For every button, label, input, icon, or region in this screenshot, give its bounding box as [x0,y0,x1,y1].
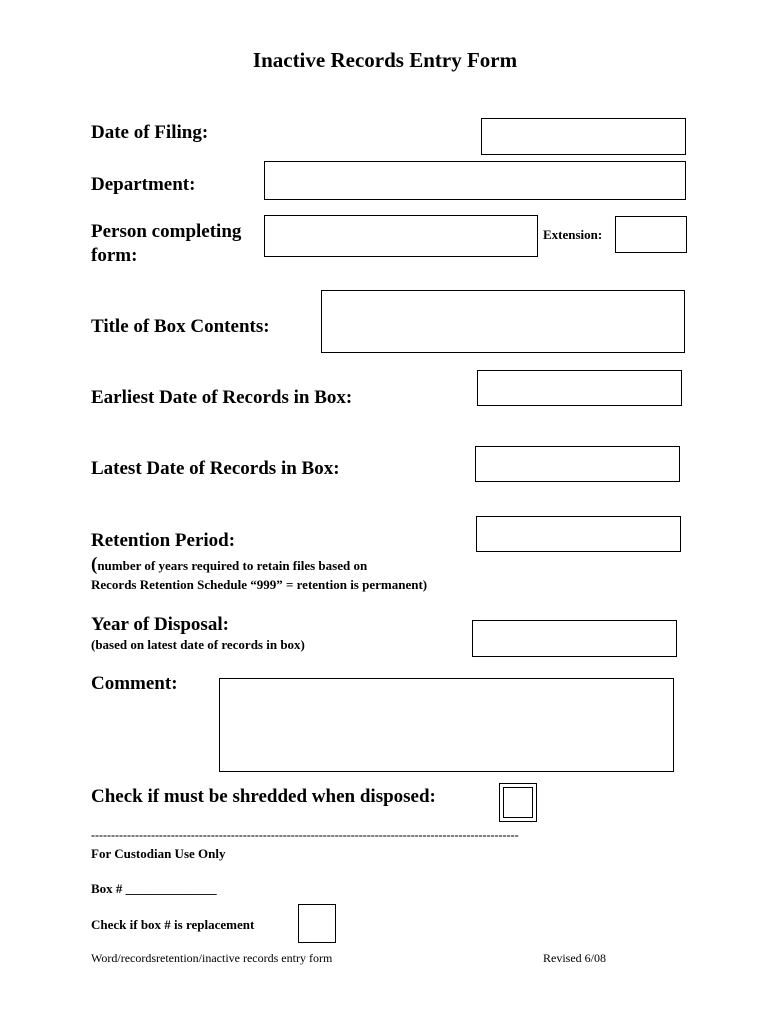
retention-note-line1-text: number of years required to retain files based on [97,558,368,573]
comment-label: Comment: [91,673,178,694]
year-of-disposal-note: (based on latest date of records in box) [91,637,305,652]
box-title-label: Title of Box Contents: [91,316,270,337]
earliest-date-field[interactable] [477,370,682,406]
department-label: Department: [91,174,196,195]
year-of-disposal-label: Year of Disposal: [91,614,229,635]
person-completing-label-line2: form: [91,245,138,266]
box-number-label: Box # ______________ [91,881,217,896]
shred-checkbox-inner [503,787,533,818]
custodian-divider: ----------------------------------------------------------------------------------------------------------- [91,828,519,842]
retention-note [91,555,427,594]
page-title: Inactive Records Entry Form [252,48,518,72]
replacement-label: Check if box # is replacement [91,917,255,932]
latest-date-field[interactable] [475,446,680,482]
retention-note-line1 [91,555,427,575]
comment-field[interactable] [219,678,674,772]
person-completing-field[interactable] [264,215,538,257]
extension-field[interactable] [615,216,687,253]
retention-note-paren: ( [91,554,98,575]
retention-period-label: Retention Period: [91,530,236,551]
replacement-checkbox[interactable] [298,904,336,943]
date-of-filing-field[interactable] [481,118,686,155]
extension-label: Extension: [543,227,603,242]
person-completing-label [91,220,241,268]
custodian-heading: For Custodian Use Only [91,846,226,861]
footer-revised: Revised 6/08 [543,951,606,965]
shred-checkbox[interactable] [499,783,537,822]
shred-label: Check if must be shredded when disposed: [91,786,436,807]
person-completing-label-line1: Person completing [91,221,242,242]
footer-path: Word/recordsretention/inactive records entry form [91,951,333,965]
date-of-filing-label: Date of Filing: [91,122,209,143]
latest-date-label: Latest Date of Records in Box: [91,458,340,479]
retention-note-line2: Records Retention Schedule “999” = retention is permanent) [91,577,428,592]
earliest-date-label: Earliest Date of Records in Box: [91,387,353,408]
retention-period-field[interactable] [476,516,681,552]
year-of-disposal-field[interactable] [472,620,677,657]
department-field[interactable] [264,161,686,200]
box-title-field[interactable] [321,290,685,353]
